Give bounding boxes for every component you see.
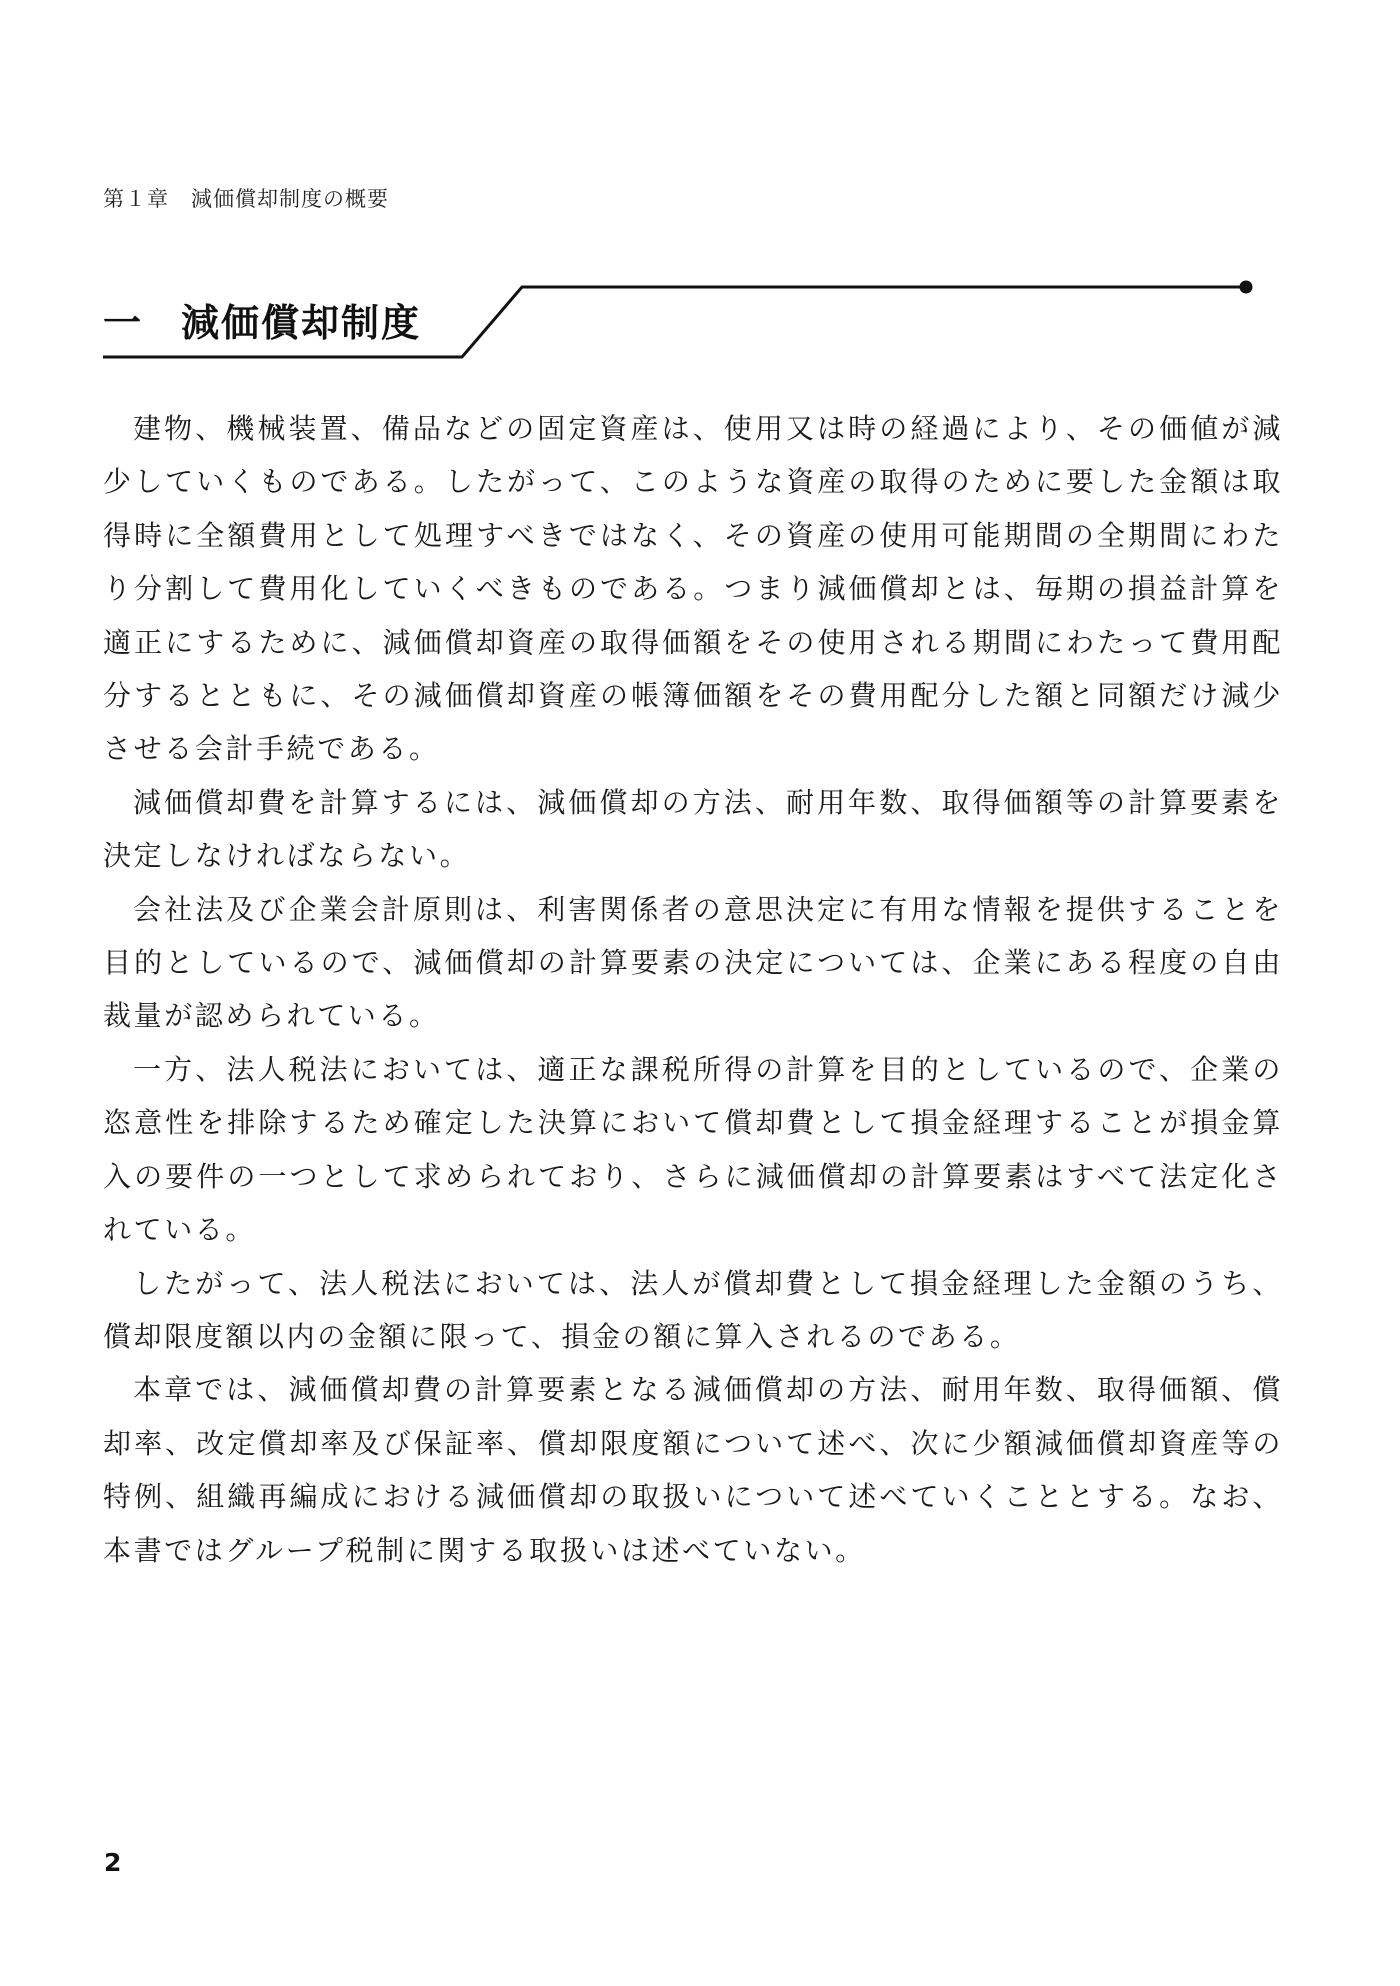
body-text [103,402,1283,1577]
paragraph-1: 建物、機械装置、備品などの固定資産は、使用又は時の経過により、その価値が減少していくものである。したがって、このような資産の取得のために要した金額は取得時に全額費用として処理すべきではなく、その資産の使用可能期間の全期間にわたり分割して費用化していくべきものである。つまり減価償却とは、毎期の損益計算を適正にするために、減価償却資産の取得価額をその使用される期間にわたって費用配分するとともに、その減価償却資産の帳簿価額をその費用配分した額と同額だけ減少させる会計手続である。 [103,412,1283,766]
paragraph-3: 会社法及び企業会計原則は、利害関係者の意思決定に有用な情報を提供することを目的としているので、減価償却の計算要素の決定については、企業にある程度の自由裁量が認められている。 [103,892,1283,1033]
section-heading [103,292,421,347]
paragraph-6: 本章では、減価償却費の計算要素となる減価償却の方法、耐用年数、取得価額、償却率、改定償却率及び保証率、償却限度額について述べ、次に少額減価償却資産等の特例、組織再編成における減価償却の取扱いについて述べていくこととする。なお、本書ではグループ税制に関する取扱いは述べていない。 [103,1373,1283,1567]
page-number: 2 [104,1848,122,1877]
paragraph-5: したがって、法人税法においては、法人が償却費として損金経理した金額のうち、償却限度額以内の金額に限って、損金の額に算入されるのである。 [103,1266,1283,1353]
paragraph-4: 一方、法人税法においては、適正な課税所得の計算を目的としているので、企業の恣意性を排除するため確定した決算において償却費として損金経理することが損金算入の要件の一つとして求められており、さらに減価償却の計算要素はすべて法定化されている。 [103,1052,1283,1247]
chapter-number: 第１章 [103,187,169,211]
heading-frame-dot [1240,281,1253,294]
paragraph-2: 減価償却費を計算するには、減価償却の方法、耐用年数、取得価額等の計算要素を決定しなければならない。 [103,785,1283,873]
chapter-title: 減価償却制度の概要 [191,187,389,211]
section-number: 一 [103,301,144,345]
running-header [103,183,389,213]
section-title: 減価償却制度 [181,301,422,345]
